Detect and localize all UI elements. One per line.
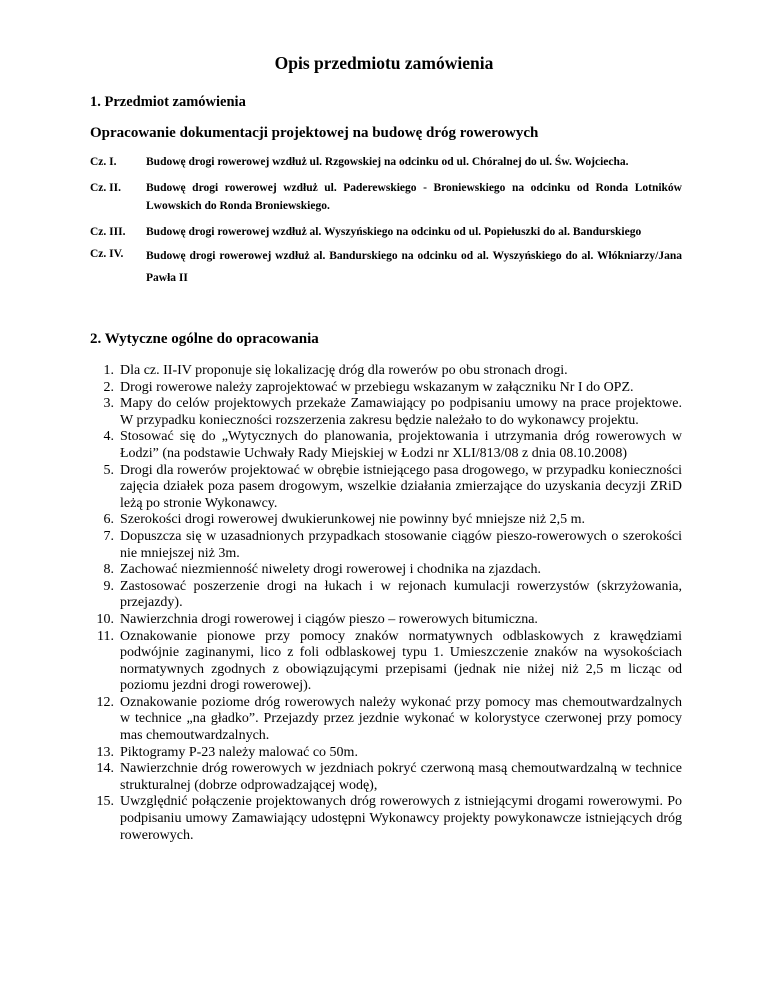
list-item-text: Oznakowanie pionowe przy pomocy znaków normatywnych odblaskowych z krawędziami podwójnie zaginanymi, lico z foli odblaskowej typu 1. Umieszczenie znaków na wysokościach normatywnych zgodnych z obowiązującymi przepisami (jednak nie niżej niż 2,5 m licząc od poziomu jezdni drogi rowerowej). (120, 628, 682, 694)
section-2-heading: 2. Wytyczne ogólne do opracowania (90, 331, 319, 347)
list-item-text: Mapy do celów projektowych przekaże Zamawiający po podpisaniu umowy na prace projektowe. W przypadku konieczności rozszerzenia zakresu będzie należało to do wykonawcy projektu. (120, 396, 682, 428)
list-item-number: 6. (103, 512, 114, 528)
section-1-heading: 1. Przedmiot zamówienia (90, 94, 246, 110)
list-item (90, 363, 682, 380)
list-item-text: Szerokości drogi rowerowej dwukierunkowej nie powinny być mniejsze niż 2,5 m. (120, 512, 586, 528)
part-item (90, 223, 682, 241)
part-label: Cz. IV. (90, 248, 124, 260)
list-item-number: 11. (97, 628, 114, 644)
list-item-text: Nawierzchnie dróg rowerowych w jezdniach pokryć czerwoną masą chemoutwardzalną w technice strukturalnej (dobrze odprowadzającej wodę), (120, 761, 682, 793)
part-text: Budowę drogi rowerowej wzdłuż ul. Rzgowskiej na odcinku od ul. Chóralnej do ul. Św. Wojciecha. (146, 156, 629, 168)
list-item-text: Piktogramy P-23 należy malować co 50m. (120, 744, 358, 760)
list-item-number: 3. (103, 396, 114, 412)
part-item (90, 245, 682, 289)
part-item (90, 153, 682, 171)
part-label: Cz. I. (90, 156, 117, 168)
list-item (90, 463, 682, 513)
parts-list (90, 153, 682, 289)
part-text: Budowę drogi rowerowej wzdłuż al. Wyszyńskiego na odcinku od ul. Popiełuszki do al. Bandurskiego (146, 226, 642, 238)
list-item-text: Drogi dla rowerów projektować w obrębie istniejącego pasa drogowego, w przypadku konieczności zajęcia działek poza pasem drogowym, wszelkie działania zmierzające do uzyskania decyzji ZRiD leżą po stronie Wykonawcy. (120, 462, 682, 511)
guidelines-list (90, 363, 682, 844)
part-text: Budowę drogi rowerowej wzdłuż ul. Paderewskiego - Broniewskiego na odcinku od Ronda Lotników Lwowskich do Ronda Broniewskiego. (146, 182, 682, 212)
list-item-number: 1. (103, 363, 114, 378)
list-item (90, 629, 682, 695)
section-1-subheading: Opracowanie dokumentacji projektowej na budowę dróg rowerowych (90, 125, 539, 141)
list-item (90, 529, 682, 562)
list-item (90, 512, 682, 529)
list-item-number: 13. (96, 744, 114, 760)
list-item (90, 429, 682, 462)
list-item (90, 562, 682, 579)
list-item (90, 794, 682, 844)
list-item-text: Dopuszcza się w uzasadnionych przypadkach stosowanie ciągów pieszo-rowerowych o szerokości nie mniejszej niż 3m. (120, 528, 682, 561)
list-item (90, 579, 682, 612)
list-item-number: 2. (103, 379, 114, 395)
part-item (90, 179, 682, 215)
list-item-text: Nawierzchnia drogi rowerowej i ciągów pieszo – rowerowych bitumiczna. (120, 611, 538, 627)
list-item-number: 7. (103, 528, 114, 544)
list-item-number: 15. (96, 794, 114, 810)
part-label: Cz. II. (90, 182, 121, 194)
list-item (90, 380, 682, 397)
list-item-text: Uwzględnić połączenie projektowanych dróg rowerowych z istniejącymi drogami rowerowymi. Po podpisaniu umowy Zamawiający udostępni Wykonawcy projekty powykonawcze istniejących dróg rowerowych. (120, 794, 682, 843)
list-item-text: Drogi rowerowe należy zaprojektować w przebiegu wskazanym w załączniku Nr I do OPZ. (120, 379, 634, 395)
list-item (90, 612, 682, 629)
list-item-text: Zachować niezmienność niwelety drogi rowerowej i chodnika na zjazdach. (120, 562, 541, 578)
list-item-text: Stosować się do „Wytycznych do planowania, projektowania i utrzymania dróg rowerowych w Łodzi” (na podstawie Uchwały Rady Miejskiej w Łodzi nr XLI/813/08 z dnia 08.10.2008) (120, 429, 682, 461)
part-label: Cz. III. (90, 226, 126, 238)
list-item-number: 12. (96, 694, 114, 710)
list-item-number: 14. (96, 761, 114, 777)
list-item (90, 695, 682, 745)
list-item-text: Oznakowanie poziome dróg rowerowych należy wykonać przy pomocy mas chemoutwardzalnych w technice „na gładko”. Przejazdy przez jezdnie wykonać w kolorystyce czerwonej przy pomocy mas chemoutwardzalnych. (120, 694, 682, 744)
document-title: Opis przedmiotu zamówienia (274, 53, 494, 73)
list-item (90, 396, 682, 429)
list-item (90, 761, 682, 794)
list-item-text: Dla cz. II-IV proponuje się lokalizację dróg dla rowerów po obu stronach drogi. (120, 363, 568, 378)
list-item-number: 8. (103, 562, 114, 578)
list-item (90, 745, 682, 762)
list-item-number: 9. (103, 578, 114, 594)
list-item-number: 10. (96, 611, 114, 627)
part-text: Budowę drogi rowerowej wzdłuż al. Bandurskiego na odcinku od al. Wyszyńskiego do al. Włókniarzy/Jana Pawła II (146, 250, 682, 284)
list-item-text: Zastosować poszerzenie drogi na łukach i w rejonach kumulacji rowerzystów (skrzyżowania, przejazdy). (120, 578, 682, 611)
list-item-number: 5. (103, 462, 114, 478)
list-item-number: 4. (103, 429, 114, 445)
